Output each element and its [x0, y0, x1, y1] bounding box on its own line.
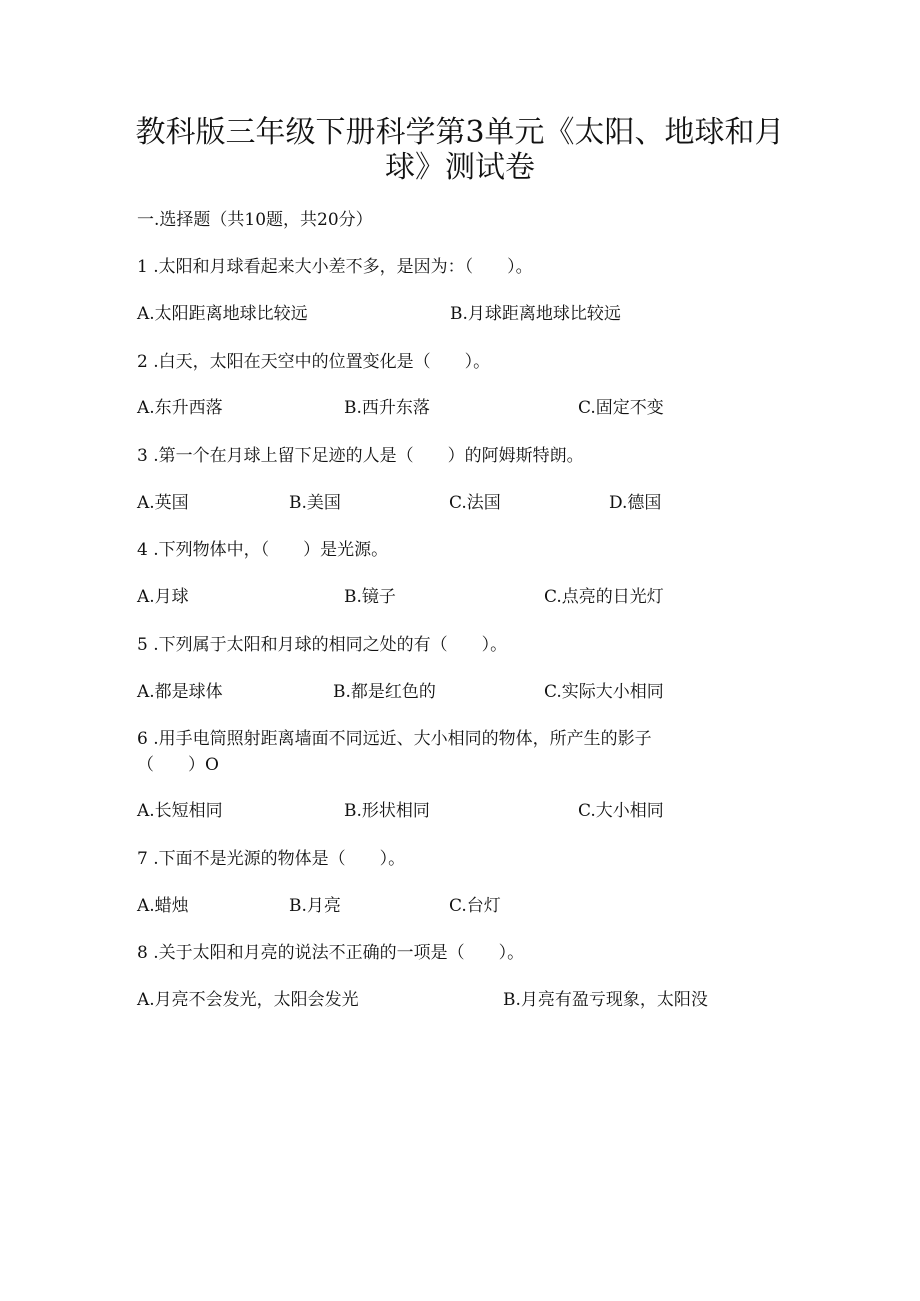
- question-7-option-a: A.蜡烛: [137, 896, 189, 916]
- question-6-option-c: C.大小相同: [578, 801, 664, 821]
- question-5-option-c: C.实际大小相同: [544, 682, 664, 702]
- question-7-stem: 7 .下面不是光源的物体是（ ）。: [137, 849, 406, 869]
- question-3-option-c: C.法国: [449, 493, 501, 513]
- question-8-option-b: B.月亮有盈亏现象，太阳没: [503, 990, 708, 1010]
- question-4-option-c: C.点亮的日光灯: [544, 587, 664, 607]
- page-title-line-2: 球》测试卷: [385, 150, 535, 185]
- question-4-option-b: B.镜子: [344, 587, 396, 607]
- question-3-option-b: B.美国: [289, 493, 341, 513]
- question-5-stem: 5 .下列属于太阳和月球的相同之处的有（ ）。: [137, 635, 508, 655]
- question-2-stem: 2 .白天，太阳在天空中的位置变化是（ ）。: [137, 352, 491, 372]
- question-3-option-a: A.英国: [137, 493, 189, 513]
- question-4-stem: 4 .下列物体中，（ ）是光源。: [137, 540, 389, 560]
- question-6-stem-continuation: （ ）O: [137, 755, 219, 775]
- question-6-option-a: A.长短相同: [137, 801, 223, 821]
- question-1-stem: 1 .太阳和月球看起来大小差不多，是因为：（ ）。: [137, 257, 533, 277]
- question-6-option-b: B.形状相同: [344, 801, 430, 821]
- question-7-option-c: C.台灯: [449, 896, 501, 916]
- question-4-option-a: A.月球: [137, 587, 189, 607]
- question-6-stem: 6 .用手电筒照射距离墙面不同远近、大小相同的物体，所产生的影子: [137, 729, 652, 749]
- question-5-option-b: B.都是红色的: [333, 682, 436, 702]
- question-1-option-a: A.太阳距离地球比较远: [137, 304, 308, 324]
- page-title-line-1: 教科版三年级下册科学第3单元《太阳、地球和月: [135, 115, 785, 150]
- question-2-option-b: B.西升东落: [344, 398, 430, 418]
- question-5-option-a: A.都是球体: [137, 682, 223, 702]
- question-2-option-a: A.东升西落: [137, 398, 223, 418]
- question-8-option-a: A.月亮不会发光，太阳会发光: [137, 990, 359, 1010]
- question-2-option-c: C.固定不变: [578, 398, 664, 418]
- question-8-stem: 8 .关于太阳和月亮的说法不正确的一项是（ ）。: [137, 943, 525, 963]
- question-3-stem: 3 .第一个在月球上留下足迹的人是（ ）的阿姆斯特朗。: [137, 446, 584, 466]
- section-heading: 一.选择题（共10题，共20分）: [137, 210, 373, 230]
- question-3-option-d: D.德国: [609, 493, 662, 513]
- question-7-option-b: B.月亮: [289, 896, 341, 916]
- question-1-option-b: B.月球距离地球比较远: [450, 304, 621, 324]
